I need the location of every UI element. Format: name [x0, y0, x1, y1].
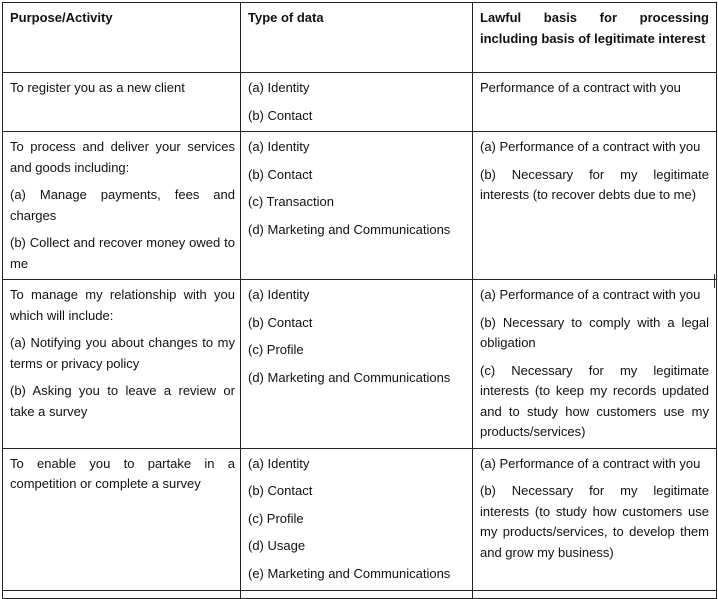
- header-purpose: Purpose/Activity: [3, 3, 241, 73]
- purpose-cell: [3, 280, 241, 449]
- data-type-item: (b) Contact: [248, 107, 313, 123]
- data-type-item: (b) Contact: [248, 314, 313, 330]
- empty-cell: [241, 590, 473, 598]
- lawful-basis-cell: [473, 280, 717, 449]
- lawful-basis-cell: [473, 73, 717, 132]
- lawful-basis-text: (a) Performance of a contract with you: [480, 287, 701, 302]
- purpose-text: (b) Collect and recover money owed to me: [10, 235, 235, 271]
- purpose-cell: [3, 132, 241, 280]
- lawful-basis-cell: [473, 132, 717, 280]
- data-type-item: (d) Marketing and Communications: [248, 369, 451, 385]
- lawful-basis-text: (b) Necessary to comply with a legal obligation: [480, 314, 709, 350]
- data-type-item: (b) Contact: [248, 166, 313, 182]
- purpose-text: (a) Notifying you about changes to my terms or privacy policy: [10, 335, 235, 371]
- data-type-item: (d) Usage: [248, 538, 306, 553]
- lawful-basis-cell: [473, 448, 717, 590]
- text-cursor-marker: [714, 274, 715, 288]
- type-of-data-cell: [241, 280, 473, 449]
- lawful-basis-table: [2, 2, 717, 599]
- lawful-basis-text: (a) Performance of a contract with you: [480, 139, 701, 154]
- data-type-item: (c) Profile: [248, 342, 304, 357]
- data-type-item: (c) Transaction: [248, 194, 334, 209]
- purpose-text: To process and deliver your services and goods including:: [10, 139, 235, 175]
- purpose-cell: [3, 448, 241, 590]
- purpose-text: To enable you to partake in a competition or complete a survey: [10, 455, 235, 491]
- lawful-basis-text: Performance of a contract with you: [480, 80, 681, 95]
- purpose-text: To register you as a new client: [10, 80, 185, 95]
- table-row: [3, 448, 717, 590]
- type-of-data-cell: [241, 132, 473, 280]
- table-row: [3, 280, 717, 449]
- header-lawful-basis: Lawful basis for processing including basis of legitimate interest: [473, 3, 717, 73]
- lawful-basis-text: (b) Necessary for my legitimate interests (to study how customers use my products/services, to develop them and grow my business): [480, 483, 709, 560]
- data-type-item: (b) Contact: [248, 483, 313, 498]
- table-row: [3, 73, 717, 132]
- empty-cell: [473, 590, 717, 598]
- type-of-data-cell: [241, 73, 473, 132]
- lawful-basis-text: (c) Necessary for my legitimate interests (to keep my records updated and to study how customers use my products/services): [480, 362, 709, 439]
- purpose-text: (a) Manage payments, fees and charges: [10, 187, 235, 223]
- lawful-basis-text: (b) Necessary for my legitimate interests (to recover debts due to me): [480, 166, 709, 202]
- table-row-partial: [3, 590, 717, 598]
- table-row: [3, 132, 717, 280]
- data-type-item: (a) Identity: [248, 287, 310, 302]
- data-type-item: (e) Marketing and Communications: [248, 565, 451, 581]
- purpose-cell: [3, 73, 241, 132]
- header-row: [3, 3, 717, 73]
- type-of-data-cell: [241, 448, 473, 590]
- empty-cell: [3, 590, 241, 598]
- data-type-item: (d) Marketing and Communications: [248, 221, 451, 237]
- header-type-of-data: Type of data: [241, 3, 473, 73]
- purpose-text: To manage my relationship with you which will include:: [10, 287, 235, 323]
- purpose-text: (b) Asking you to leave a review or take a survey: [10, 383, 235, 419]
- data-type-item: (a) Identity: [248, 139, 310, 154]
- data-type-item: (a) Identity: [248, 80, 310, 95]
- lawful-basis-text: (a) Performance of a contract with you: [480, 455, 701, 471]
- data-type-item: (a) Identity: [248, 455, 310, 471]
- data-type-item: (c) Profile: [248, 510, 304, 526]
